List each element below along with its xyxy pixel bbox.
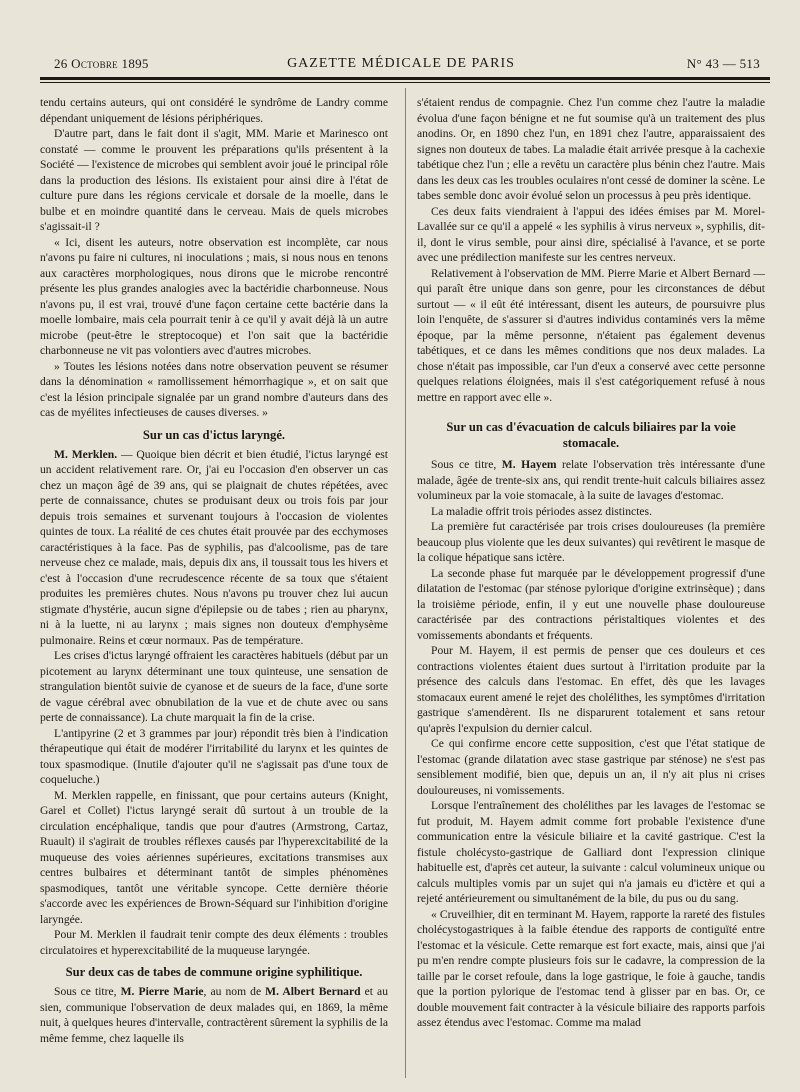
author-name: M. Merklen.	[54, 447, 118, 461]
paragraph	[417, 457, 765, 504]
paragraph-text: Sous ce titre,	[54, 985, 121, 998]
issue-page-number: N° 43 — 513	[686, 56, 760, 71]
header-date: 26 Octobre 1895	[54, 56, 149, 71]
paragraph	[40, 447, 388, 649]
paragraph-text: relate l'observation très intéressante d'une malade, âgée de trente-six ans, qui rendit trente-huit calculs biliaires assez volumineux par la voie stomacale, à la suite de lavages d'estomac.	[417, 458, 765, 502]
paragraph: « Ici, disent les auteurs, notre observation est incomplète, car nous n'avons pu faire ni cultures, ni inoculations ; mais, si nous nous en tenons aux caractères morphologiques, nous dirons que le microbe rencontré présente les plus grandes analogies avec la bactéridie charbonneuse. Nous n'avons pu, il est vrai, trouvé d'une façon certaine cette bactérie dans la moelle lombaire, mais cela pourrait tenir à ce qu'il y avait déjà là un autre microbe (peut-être le streptocoque) et l'on sait que la bactéridie charbonneuse ne vit pas volontiers avec d'autres microbes.	[40, 235, 388, 357]
section-heading-ictus: Sur un cas d'ictus laryngé.	[142, 427, 286, 442]
paragraph: M. Merklen rappelle, en finissant, que pour certains auteurs (Knight, Garel et Collet) l'ictus laryngé serait dû surtout à un trouble de la circulation encéphalique, tandis que pour d'autres (Armstrong, Cartaz, Ruault) il s'agirait de troubles réflexes causés par l'hyperexcitabilité de la muqueuse des voies aériennes supérieures, excitations transmises aux centres bulbaires et déterminant tantôt de simples phénomènes spasmodiques, tantôt une véritable syncope. Cette dernière théorie s'accorde avec les expériences de Brown-Séquard sur l'inhibition d'origine laryngée.	[40, 788, 388, 926]
paragraph: Pour M. Hayem, il est permis de penser que ces douleurs et ces contractions violentes étaient dues surtout à l'irritation produite par la présence des calculs dans l'estomac. En effet, dès que les lavages stomacaux eurent amené le rejet des cholélithes, les symptômes d'irritation gastrique s'amendèrent. Ils ne disparurent totalement et sans retour qu'après l'expulsion du dernier calcul.	[417, 644, 765, 735]
author-name: M. Albert Bernard	[265, 985, 361, 998]
paragraph: » Toutes les lésions notées dans notre observation peuvent se résumer dans la dénomination « ramollissement hémorrhagique », et on sait que c'est la lésion principale signalée par un grand nombre d'auteurs dans des cas de myélites infectieuses de causes diverses. »	[40, 359, 388, 419]
paragraph: L'antipyrine (2 et 3 grammes par jour) répondit très bien à l'indication thérapeutique qui était de modérer l'irritabilité du larynx et les quintes de toux spasmodique. (Inutile d'ajouter qu'il ne s'agissait pas d'une toux de coqueluche.)	[40, 726, 388, 786]
paragraph: D'autre part, dans le fait dont il s'agit, MM. Marie et Marinesco ont constaté — comme le prouvent les préparations qu'ils présentent à la Société — l'existence de microbes qui semblent avoir joué le principal rôle dans la production des lésions. Ils existaient pour ainsi dire à l'état de culture pure dans les régions cervicale et dorsale de la moelle, dans le bulbe et en moindre quantité dans le cerveau. Mais de quels microbes s'agissait-il ?	[40, 127, 388, 233]
paragraph: Ces deux faits viendraient à l'appui des idées émises par M. Morel-Lavallée sur ce qu'il a appelé « les syphilis à virus nerveux », syphilis, dit-il, dont le virus semble, pour ainsi dire, spécialisé à l'avance, et se porte avec une prédilection manifeste sur les centres nerveux.	[417, 204, 765, 264]
column-divider	[405, 88, 406, 1078]
paragraph: Ce qui confirme encore cette supposition, c'est que l'état statique de l'estomac (grande dilatation avec stase gastrique par sténose) ne s'est pas sensiblement modifié, bien que, depuis un an, il n'y ait plus ni crises douloureuses, ni vomissements.	[417, 737, 765, 797]
paragraph: tendu certains auteurs, qui ont considéré le syndrôme de Landry comme dépendant uniquement de lésions périphériques.	[40, 96, 388, 125]
paragraph	[40, 984, 388, 1046]
section-heading-tabes: Sur deux cas de tabes de commune origine syphilitique.	[65, 965, 363, 979]
paragraph-text: Sous ce titre,	[431, 458, 502, 471]
paragraph: Pour M. Merklen il faudrait tenir compte des deux éléments : troubles circulatoires et hyperexcitabilité de la muqueuse laryngée.	[40, 928, 388, 957]
author-name: M. Hayem	[501, 458, 557, 471]
paragraph: La première fut caractérisée par trois crises douloureuses (la première beaucoup plus violente que les deux suivantes) qui revêtirent le masque de la colique hépatique sans ictère.	[417, 520, 765, 564]
right-column	[417, 95, 765, 1080]
paragraph: Lorsque l'entraînement des cholélithes par les lavages de l'estomac se fut produit, M. Hayem admit comme fort probable l'existence d'une communication entre la vésicule biliaire et la cavité gastrique. C'est la fistule cholécysto-gastrique de Galliard dont l'expression clinique habituelle est, d'après cet auteur, la suivante : calcul volumineux unique ou calculs multiples vomis par un sujet qui n'a jamais eu d'ictère et qui a rejeté antérieurement ou simultanément de la bile, du pus ou du sang.	[417, 799, 765, 905]
paragraph: Les crises d'ictus laryngé offraient les caractères habituels (début par un picotement au larynx déterminant une toux quinteuse, une sensation de strangulation bientôt suivie de cyanose et de sueurs de la face, d'une sorte de vague cérébral avec obnubilation de la vue et de chute avec ou sans perte de connaissance). La chute marquait la fin de la crise.	[40, 649, 388, 724]
paragraph: Relativement à l'observation de MM. Pierre Marie et Albert Bernard — qui paraît être unique dans son genre, pour les circonstances de début surtout — « il eût été intéressant, disent les auteurs, de poursuivre plus loin l'enquête, de s'assurer si d'autres individus contaminés vers la même époque, par la même personne, n'étaient pas également devenus tabétiques, et ce dans les mêmes conditions que nos deux malades. La chose n'était pas impossible, car l'un d'eux a conservé avec cette personne quelques relations éloignées, mais il s'est catégoriquement refusé à nous mettre en rapport avec elle ».	[417, 266, 765, 404]
paragraph-text: et au sien, communique l'observation de deux malades qui, en 1869, la même nuit, à quelques heures d'intervalle, contractèrent sûrement la syphilis de la même femme, chez laquelle ils	[40, 985, 388, 1045]
paragraph: « Cruveilhier, dit en terminant M. Hayem, rapporte la rareté des fistules cholécystogastriques à la faible étendue des rapports de contiguïté entre l'estomac et la vésicule. Cette remarque est fort exacte, mais, ainsi que j'ai pu m'en rendre compte plusieurs fois sur le cadavre, la compression de la taille par le corset refoule, dans la loge gastrique, le foie à gauche, tandis que la portion pylorique de l'estomac tend à glisser par en bas. Or, ce double mouvement fait contracter à la vésicule biliaire des rapports parfois assez étendus avec l'estomac. Comme ma malad	[417, 907, 765, 1029]
section-heading-calculs: Sur un cas d'évacuation de calculs biliaires par la voie stomacale.	[446, 420, 736, 450]
header-rule-thin	[40, 82, 770, 83]
paragraph-text: — Quoique bien décrit et bien étudié, l'ictus laryngé est un accident relativement rare. Or, j'ai eu l'occasion d'en observer un cas chez un maçon âgé de 39 ans, qui se plaignait de chutes répétées, avec perte de connaissance, chutes se produisant deux ou trois fois par jour depuis trois semaines et survenant toujours à l'occasion de violentes quintes de toux. La réalité de ces chutes était prouvée par des ecchymoses caractéristiques à la face. Pas de syphilis, pas d'alcoolisme, pas de tare nerveuse chez ce malade, mais, depuis dix ans, il toussait tous les hivers et c'est à l'occasion d'une recrudescence récente de sa toux que s'étaient produites les premières chutes. Nous n'avons pu trouver chez lui aucun stigmate d'hystérie, aucun signe d'épilepsie ou de tabes ; rien au pharynx, ni à la luette, ni au larynx ; mais signes non douteux d'emphysème pulmonaire. Reins et cœur normaux. Pas de température.	[40, 447, 388, 647]
page-header	[42, 52, 760, 74]
journal-title: GAZETTE MÉDICALE DE PARIS	[287, 56, 515, 71]
paragraph: La maladie offrit trois périodes assez distinctes.	[431, 504, 652, 518]
paragraph-text: , au nom de	[203, 985, 266, 998]
paragraph: La seconde phase fut marquée par le développement progressif d'une dilatation de l'estomac (par sténose pylorique d'origine extrinsèque) ; dans la troisième période, enfin, il y eut une nouvelle phase douloureuse caractérisée par des contractions péristaltiques violentes et des vomissements abondants et fréquents.	[417, 566, 765, 642]
header-rule-thick	[40, 77, 770, 80]
paragraph: s'étaient rendus de compagnie. Chez l'un comme chez l'autre la maladie évolua d'une façon bénigne et ne fut soumise qu'à un traitement des plus anodins. Or, en 1890 chez l'un, en 1891 chez l'autre, apparaissaient des signes non douteux de tabes. La maladie était arrivée presque à la cachexie tabétique chez l'un ; elle a revêtu un caractère plus bénin chez l'autre. Mais dans les deux cas les troubles oculaires n'ont cessé de dominer la scène. Le tabes semble donc avoir évolué selon un processus à peu près identique.	[417, 96, 765, 202]
left-column	[40, 95, 388, 1080]
author-name: M. Pierre Marie	[120, 985, 204, 998]
